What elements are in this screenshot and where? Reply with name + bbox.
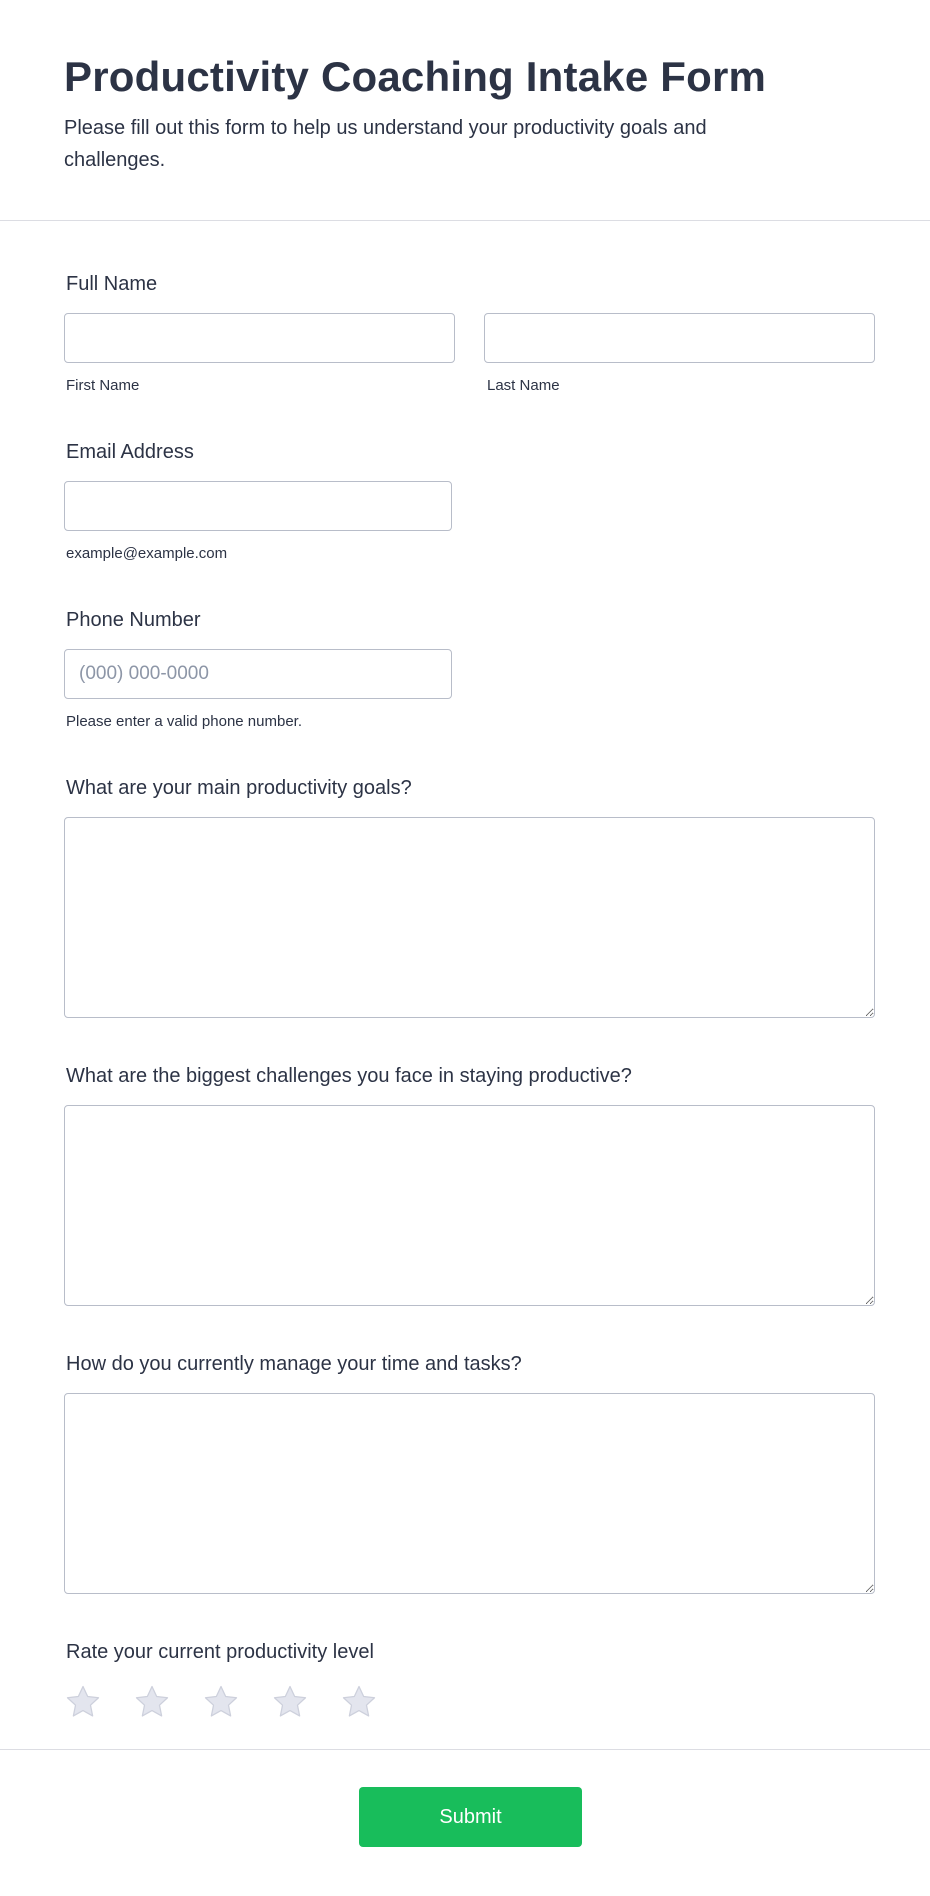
submit-button[interactable]: Submit: [359, 1787, 582, 1847]
first-name-input[interactable]: [64, 313, 455, 363]
star-icon[interactable]: [133, 1683, 171, 1721]
footer-divider: [0, 1749, 930, 1750]
phone-sublabel: Please enter a valid phone number.: [66, 713, 302, 730]
phone-label: Phone Number: [66, 609, 201, 631]
management-textarea[interactable]: [64, 1393, 875, 1594]
goals-label: What are your main productivity goals?: [66, 777, 412, 799]
full-name-label: Full Name: [66, 273, 158, 295]
header-divider: [0, 220, 930, 221]
star-icon[interactable]: [271, 1683, 309, 1721]
star-rating: [64, 1683, 378, 1721]
form-subtitle: Please fill out this form to help us understand your productivity goals and challenges.: [64, 117, 707, 171]
last-name-input[interactable]: [484, 313, 875, 363]
challenges-label: What are the biggest challenges you face in staying productive?: [66, 1065, 632, 1087]
form-title: Productivity Coaching Intake Form: [64, 53, 767, 100]
email-input[interactable]: [64, 481, 452, 531]
email-label: Email Address: [66, 441, 194, 463]
star-icon[interactable]: [64, 1683, 102, 1721]
star-icon[interactable]: [202, 1683, 240, 1721]
star-icon[interactable]: [340, 1683, 378, 1721]
last-name-sublabel: Last Name: [487, 377, 560, 394]
phone-input[interactable]: [64, 649, 452, 699]
form-header: [64, 52, 784, 176]
email-sublabel: example@example.com: [66, 545, 228, 562]
challenges-textarea[interactable]: [64, 1105, 875, 1306]
management-label: How do you currently manage your time and tasks?: [66, 1353, 522, 1375]
first-name-sublabel: First Name: [66, 377, 140, 394]
rating-label: Rate your current productivity level: [66, 1641, 374, 1663]
goals-textarea[interactable]: [64, 817, 875, 1018]
